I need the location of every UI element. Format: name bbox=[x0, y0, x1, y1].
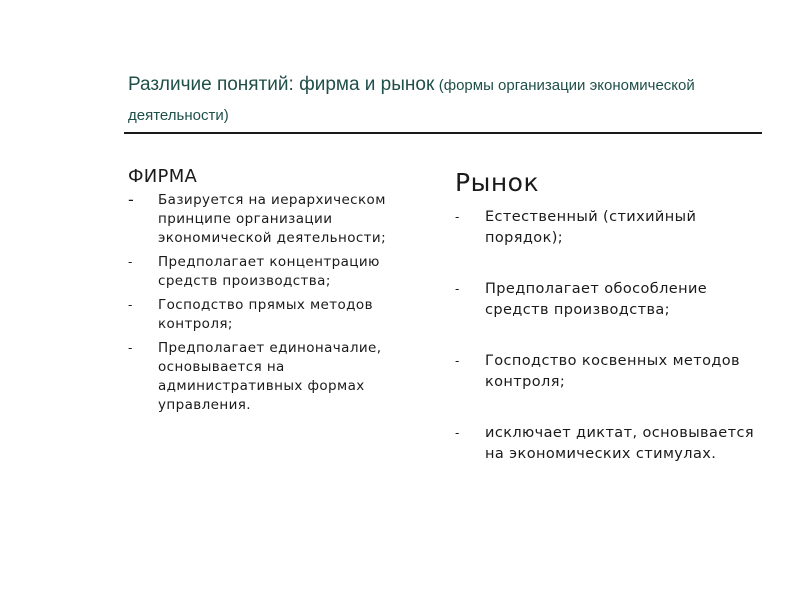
market-item-text: Предполагает обособление средств производства; bbox=[485, 281, 708, 318]
market-item-text: Естественный (стихийный порядок); bbox=[485, 209, 697, 246]
market-heading: Рынок bbox=[455, 168, 540, 197]
firm-item bbox=[128, 253, 428, 291]
market-list bbox=[455, 207, 770, 465]
firm-item bbox=[128, 191, 428, 248]
market-item bbox=[455, 207, 770, 249]
firm-column bbox=[128, 166, 428, 420]
bullet-marker: - bbox=[455, 426, 460, 440]
firm-item bbox=[128, 296, 428, 334]
bullet-marker: - bbox=[455, 210, 460, 224]
firm-item bbox=[128, 339, 428, 415]
firm-heading: ФИРМА bbox=[128, 166, 198, 187]
market-item bbox=[455, 423, 770, 465]
title-divider bbox=[124, 132, 762, 134]
slide-title-main: Различие понятий: фирма и рынок bbox=[128, 74, 435, 95]
market-item-text: Господство косвенных методов контроля; bbox=[485, 353, 740, 390]
market-item bbox=[455, 279, 770, 321]
slide-title bbox=[128, 70, 768, 131]
market-column bbox=[455, 166, 770, 495]
firm-item-text: Предполагает концентрацию средств производства; bbox=[158, 254, 380, 289]
bullet-marker: - bbox=[455, 354, 460, 368]
slide-title-sub: (формы организации экономической деятельности) bbox=[128, 77, 695, 124]
firm-item-text: Базируется на иерархическом принципе организации экономической деятельности; bbox=[158, 192, 387, 246]
firm-item-text: Господство прямых методов контроля; bbox=[158, 297, 373, 332]
market-item bbox=[455, 351, 770, 393]
bullet-marker: - bbox=[128, 341, 133, 355]
bullet-marker: - bbox=[128, 190, 135, 209]
bullet-marker: - bbox=[455, 282, 460, 296]
firm-list bbox=[128, 191, 428, 415]
bullet-marker: - bbox=[128, 298, 133, 312]
market-item-text: исключает диктат, основывается на экономических стимулах. bbox=[485, 425, 754, 462]
firm-item-text: Предполагает единоначалие, основывается на административных формах управления. bbox=[158, 340, 382, 413]
bullet-marker: - bbox=[128, 255, 133, 269]
